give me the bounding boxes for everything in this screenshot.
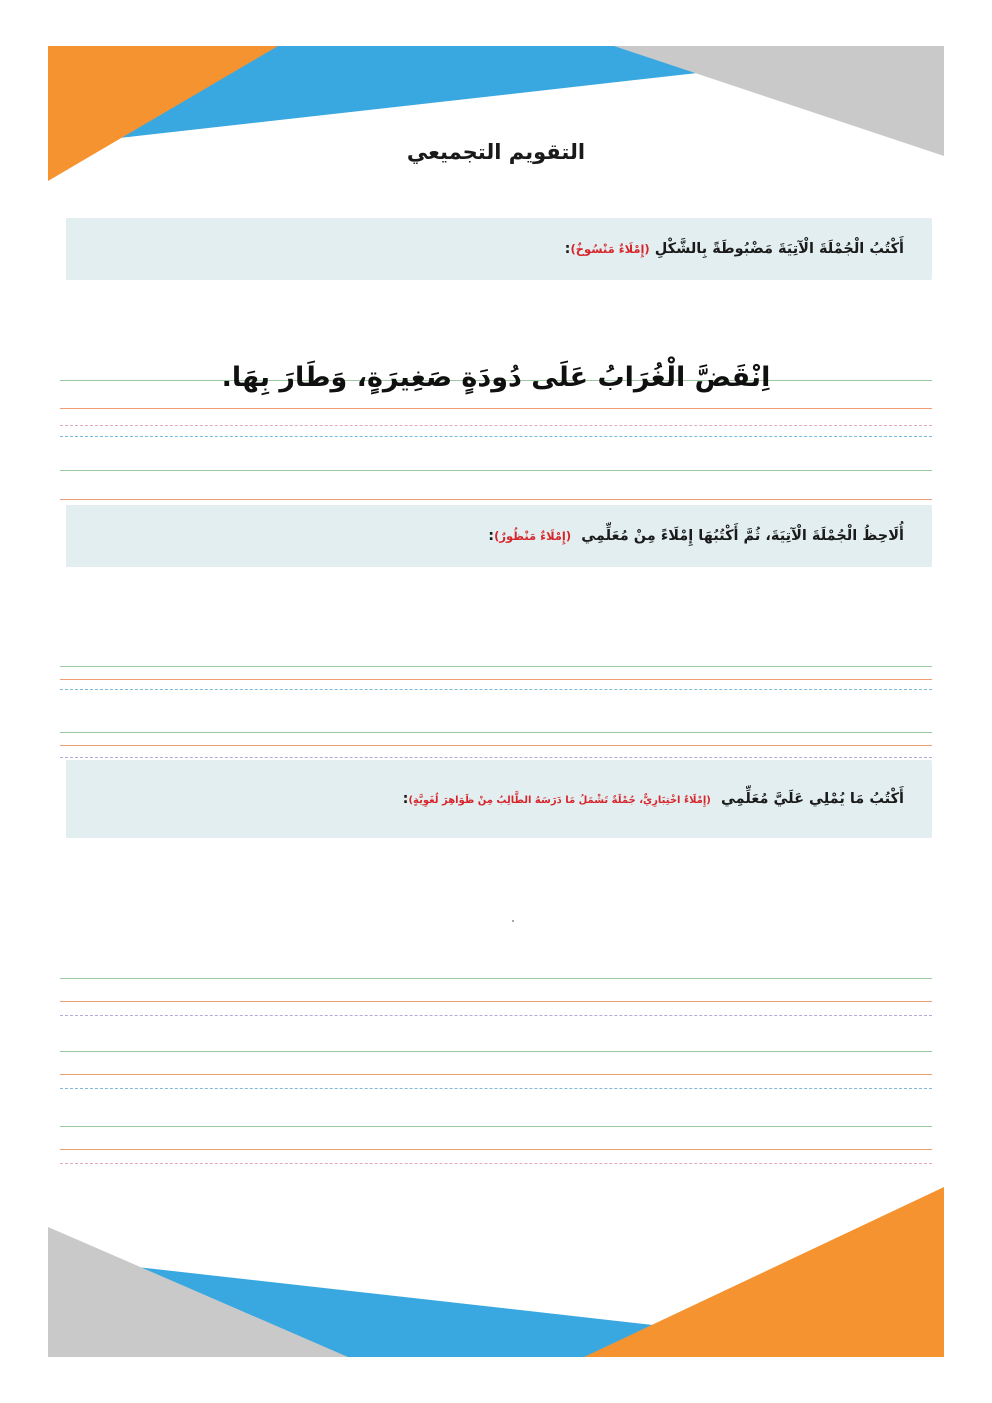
writing-lines-3 xyxy=(60,838,932,1168)
section-test-dictation xyxy=(60,760,932,1168)
rule-line xyxy=(60,1015,932,1016)
rule-line xyxy=(60,1001,932,1002)
rule-line xyxy=(60,745,932,746)
page-title: التقويم التجميعي xyxy=(406,140,586,164)
prompt-box-2 xyxy=(60,505,932,567)
rule-line xyxy=(60,679,932,680)
section-observed-dictation xyxy=(60,505,932,787)
rule-line xyxy=(60,408,932,409)
prompt-tail-2: : xyxy=(488,527,495,544)
rule-line xyxy=(60,1126,932,1127)
rule-line xyxy=(60,1074,932,1075)
prompt-main-2: أُلَاحِظُ الْجُمْلَةَ الْآتِيَةَ، ثُمَّ أَكْتُبُهَا إِمْلَاءً مِنْ مُعَلِّمِي xyxy=(581,527,904,544)
rule-line xyxy=(60,425,932,426)
prompt-note-2: (إِمْلَاءٌ مَنْظُورٌ) xyxy=(494,528,572,543)
prompt-text-3 xyxy=(403,786,904,812)
rule-line xyxy=(60,666,932,667)
prompt-text-2 xyxy=(488,523,904,549)
model-sentence-1: اِنْقَضَّ الْغُرَابُ عَلَى دُودَةٍ صَغِيرَةٍ، وَطَارَ بِهَا. xyxy=(221,362,771,393)
prompt-tail-1: : xyxy=(564,240,571,257)
prompt-text-1 xyxy=(565,236,904,262)
prompt-main-3: أَكْتُبُ مَا يُمْلِي عَلَيَّ مُعَلِّمِي xyxy=(720,790,904,807)
guide-dot xyxy=(512,920,514,922)
rule-line xyxy=(60,470,932,471)
writing-lines-2 xyxy=(60,567,932,787)
rule-line xyxy=(60,732,932,733)
rule-line xyxy=(60,757,932,758)
writing-lines-1 xyxy=(60,280,932,540)
prompt-note-1: (إِمْلَاءٌ مَنْسُوخٌ) xyxy=(570,241,650,256)
rule-line xyxy=(60,1149,932,1150)
rule-line xyxy=(60,1051,932,1052)
prompt-main-1: أَكْتُبُ الْجُمْلَةَ الْآتِيَةَ مَضْبُوطَةً بِالشَّكْلِ xyxy=(654,240,904,257)
prompt-box-3 xyxy=(60,760,932,838)
prompt-note-3: (إِمْلَاءٌ اخْتِبَارِيٌّ، جُمْلَةٌ تَشْمَلُ مَا دَرَسَهُ الطَّالِبُ مِنْ ظَوَاهِرَ لُغَوِيَّةٍ) xyxy=(408,794,711,806)
prompt-box-1 xyxy=(60,218,932,280)
rule-line xyxy=(60,978,932,979)
rule-line xyxy=(60,1088,932,1089)
section-copy-dictation xyxy=(60,218,932,540)
rule-line xyxy=(60,689,932,690)
rule-line xyxy=(60,499,932,500)
rule-line xyxy=(60,1163,932,1164)
prompt-tail-3: : xyxy=(402,790,409,807)
rule-line xyxy=(60,436,932,437)
